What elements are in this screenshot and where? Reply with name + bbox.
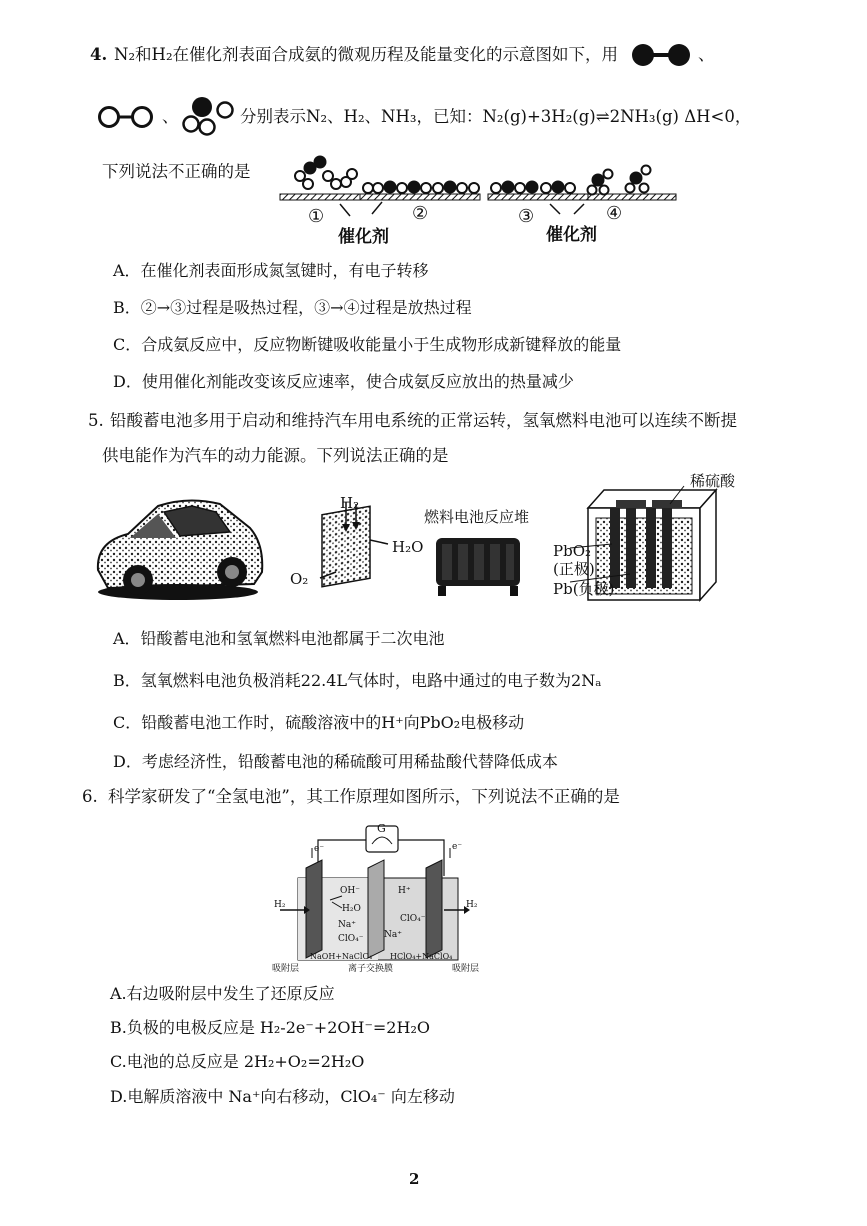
galvanometer-label: G [377, 822, 386, 835]
q5-option-c: C．铅酸蓄电池工作时，硫酸溶液中的H⁺向PbO₂电极移动 [113, 713, 525, 732]
q4-catalyst-label1: 催化剂 [338, 227, 389, 247]
h2-right-label: H₂ [466, 900, 478, 910]
q6-stem: 科学家研发了“全氢电池”，其工作原理如图所示，下列说法不正确的是 [108, 787, 620, 806]
h2-left-label: H₂ [274, 900, 286, 910]
clo4-left-label: ClO₄⁻ [338, 934, 364, 944]
q4-step1: ① [308, 206, 325, 227]
na-right-label: Na⁺ [384, 930, 402, 940]
page-number: 2 [409, 1170, 420, 1188]
q5-stem-line1: 铅酸蓄电池多用于启动和维持汽车用电系统的正常运转，氢氧燃料电池可以连续不断提 [110, 411, 737, 430]
n2-molecule-icon [630, 42, 692, 68]
adsorption-layer-left-label: 吸附层 [272, 964, 300, 974]
clo4-right-label: ClO₄⁻ [400, 914, 426, 924]
q4-option-a: A．在催化剂表面形成氮氢键时，有电子转移 [113, 261, 429, 280]
q4-number: 4. [90, 45, 108, 64]
q4-prompt: 下列说法不正确的是 [102, 162, 251, 181]
solution-left-label: NaOH+NaClO₄ [310, 952, 373, 961]
oh-label: OH⁻ [340, 886, 360, 896]
q5-number: 5. [88, 411, 104, 430]
q6-number: 6. [82, 787, 98, 806]
positive-electrode-label: (正极) [553, 560, 595, 578]
q4-step2: ② [412, 203, 429, 224]
q4-option-b: B．②→③过程是吸热过程，③→④过程是放热过程 [113, 298, 472, 317]
q6-option-a: A.右边吸附层中发生了还原反应 [110, 984, 335, 1003]
nh3-molecule-icon [180, 96, 236, 136]
na-left-label: Na⁺ [338, 920, 356, 930]
fuel-cell-stack-image [428, 530, 528, 600]
q4-option-d: D．使用催化剂能改变该反应速率，使合成氨反应放出的热量减少 [113, 372, 574, 391]
h2o-label: H₂O [342, 904, 361, 914]
q4-comma2: 、 [162, 107, 179, 126]
q6-option-c: C.电池的总反应是 2H₂+O₂=2H₂O [110, 1052, 365, 1071]
q5-option-b: B．氢氧燃料电池负极消耗22.4L气体时，电路中通过的电子数为2Nₐ [113, 671, 602, 690]
q4-step3: ③ [518, 206, 535, 227]
q6-option-d: D.电解质溶液中 Na⁺向右移动，ClO₄⁻ 向左移动 [110, 1087, 455, 1106]
fuel-cell-o2-label: O₂ [290, 570, 309, 588]
electron-left-label: e⁻ [314, 844, 325, 854]
q4-comma1: 、 [698, 45, 715, 64]
q5-option-a: A．铅酸蓄电池和氢氧燃料电池都属于二次电池 [113, 629, 445, 648]
fuel-cell-stack-label: 燃料电池反应堆 [424, 508, 530, 526]
electron-right-label: e⁻ [452, 842, 463, 852]
solution-right-label: HClO₄+NaClO₄ [390, 952, 453, 961]
ion-exchange-membrane-label: 离子交换膜 [348, 964, 394, 974]
q4-step4: ④ [606, 203, 623, 224]
adsorption-layer-right-label: 吸附层 [452, 964, 480, 974]
q4-option-c: C．合成氨反应中，反应物断键吸收能量小于生成物形成新键释放的能量 [113, 335, 622, 354]
pbo2-label: PbO₂ [553, 542, 592, 560]
dilute-sulfuric-acid-label: 稀硫酸 [690, 472, 736, 490]
q4-stem-line1: N₂和H₂在催化剂表面合成氨的微观历程及能量变化的示意图如下，用 [114, 45, 619, 64]
negative-electrode-label: Pb(负极) [553, 580, 615, 598]
fuel-cell-h2-label: H₂ [340, 494, 360, 512]
q5-option-d: D．考虑经济性，铅酸蓄电池的稀硫酸可用稀盐酸代替降低成本 [113, 752, 558, 771]
car-illustration [88, 492, 268, 602]
h-plus-label: H⁺ [398, 886, 411, 896]
q5-stem-line2: 供电能作为汽车的动力能源。下列说法正确的是 [102, 446, 449, 465]
h2-molecule-icon [97, 104, 155, 130]
fuel-cell-h2o-label: H₂O [392, 538, 424, 556]
q4-catalyst-label2: 催化剂 [546, 225, 597, 245]
q6-option-b: B.负极的电极反应是 H₂-2e⁻+2OH⁻=2H₂O [110, 1018, 430, 1037]
q4-stem-line2: 分别表示N₂、H₂、NH₃，已知：N₂(g)+3H₂(g)⇌2NH₃(g) ΔH<0， [240, 107, 752, 126]
